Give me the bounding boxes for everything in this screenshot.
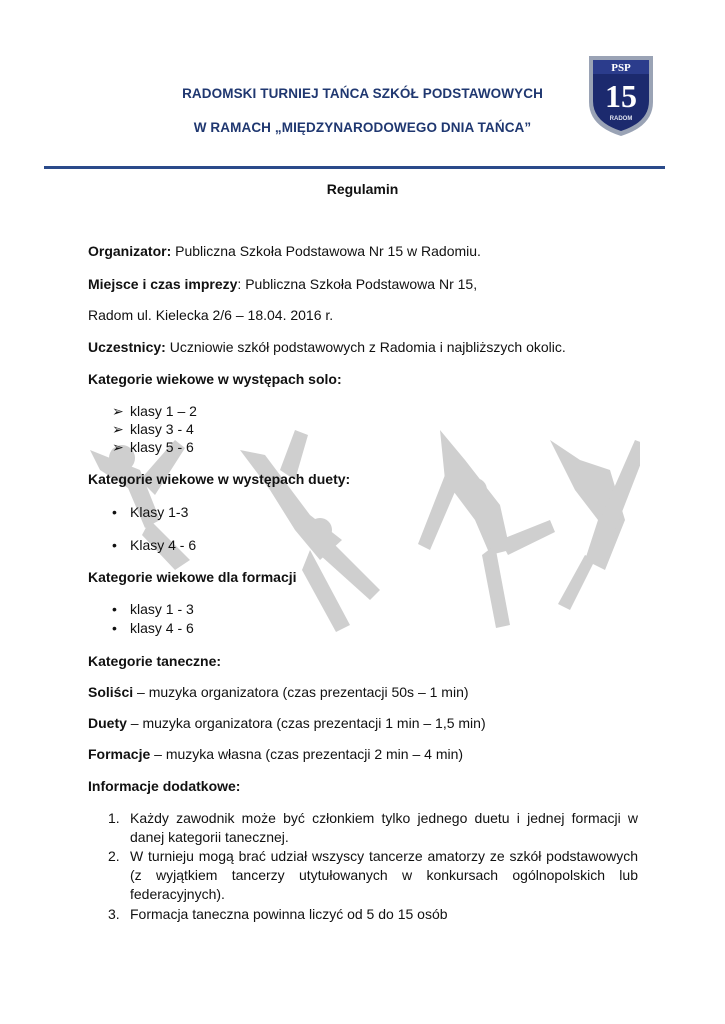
- dot-bullet-icon: •: [112, 504, 117, 520]
- logo-top-text: PSP: [611, 62, 631, 74]
- additional-info-heading: Informacje dodatkowe:: [88, 778, 241, 794]
- duets-heading: Kategorie wiekowe w występach duety:: [88, 471, 351, 487]
- duets-line: Duety – muzyka organizatora (czas prezentacji 1 min – 1,5 min): [88, 715, 486, 731]
- organizer-text: Publiczna Szkoła Podstawowa Nr 15 w Radomiu.: [171, 243, 481, 259]
- participants-label: Uczestnicy:: [88, 339, 166, 355]
- numbered-item: 1. Każdy zawodnik może być członkiem tylko jednego duetu i jednej formacji w danej kategorii tanecznej.: [108, 810, 638, 845]
- formations-heading: Kategorie wiekowe dla formacji: [88, 569, 297, 585]
- place-text: : Publiczna Szkoła Podstawowa Nr 15,: [237, 276, 478, 292]
- dot-bullet-icon: •: [112, 620, 117, 636]
- list-item: ➢ klasy 5 - 6: [112, 439, 194, 455]
- formations-line: Formacje – muzyka własna (czas prezentacji 2 min – 4 min): [88, 746, 464, 762]
- school-logo: [585, 52, 657, 138]
- list-item: ➢ klasy 3 - 4: [112, 421, 194, 437]
- place-label: Miejsce i czas imprezy: [88, 276, 238, 292]
- header-divider: [44, 166, 665, 169]
- list-item: • Klasy 4 - 6: [112, 537, 197, 553]
- place-line-2: Radom ul. Kielecka 2/6 – 18.04. 2016 r.: [88, 307, 334, 323]
- participants-text: Uczniowie szkół podstawowych z Radomia i najbliższych okolic.: [165, 339, 566, 355]
- numbered-item: 3. Formacja taneczna powinna liczyć od 5 do 15 osób: [108, 906, 448, 922]
- header-line-2: W RAMACH „MIĘDZYNARODOWEGO DNIA TAŃCA”: [193, 120, 532, 135]
- list-item: • klasy 4 - 6: [112, 620, 194, 636]
- header-line-1: RADOMSKI TURNIEJ TAŃCA SZKÓŁ PODSTAWOWYCH: [182, 86, 543, 101]
- dot-bullet-icon: •: [112, 601, 117, 617]
- organizer-line: [88, 243, 481, 259]
- soloists-line: Soliści – muzyka organizatora (czas prezentacji 50s – 1 min): [88, 684, 469, 700]
- organizer-label: Organizator:: [88, 243, 172, 259]
- dance-categories-heading: Kategorie taneczne:: [88, 653, 222, 669]
- place-line: [88, 276, 477, 292]
- arrow-bullet-icon: ➢: [112, 403, 124, 419]
- logo-number: 15: [605, 78, 637, 114]
- numbered-item: 2. W turnieju mogą brać udział wszyscy tancerze amatorzy ze szkół podstawowych (z wyjątkiem tancerzy utytułowanych w konkursach ogólnopolskich lub federacyjnych).: [108, 848, 638, 902]
- logo-bottom-text: RADOM: [609, 116, 633, 122]
- list-item: ➢ klasy 1 – 2: [112, 403, 197, 419]
- document-title: Regulamin: [326, 181, 399, 197]
- solo-heading: Kategorie wiekowe w występach solo:: [88, 371, 342, 387]
- list-item: • klasy 1 - 3: [112, 601, 194, 617]
- arrow-bullet-icon: ➢: [112, 439, 124, 455]
- arrow-bullet-icon: ➢: [112, 421, 124, 437]
- list-item: • Klasy 1-3: [112, 504, 189, 520]
- participants-line: [88, 339, 566, 355]
- dot-bullet-icon: •: [112, 537, 117, 553]
